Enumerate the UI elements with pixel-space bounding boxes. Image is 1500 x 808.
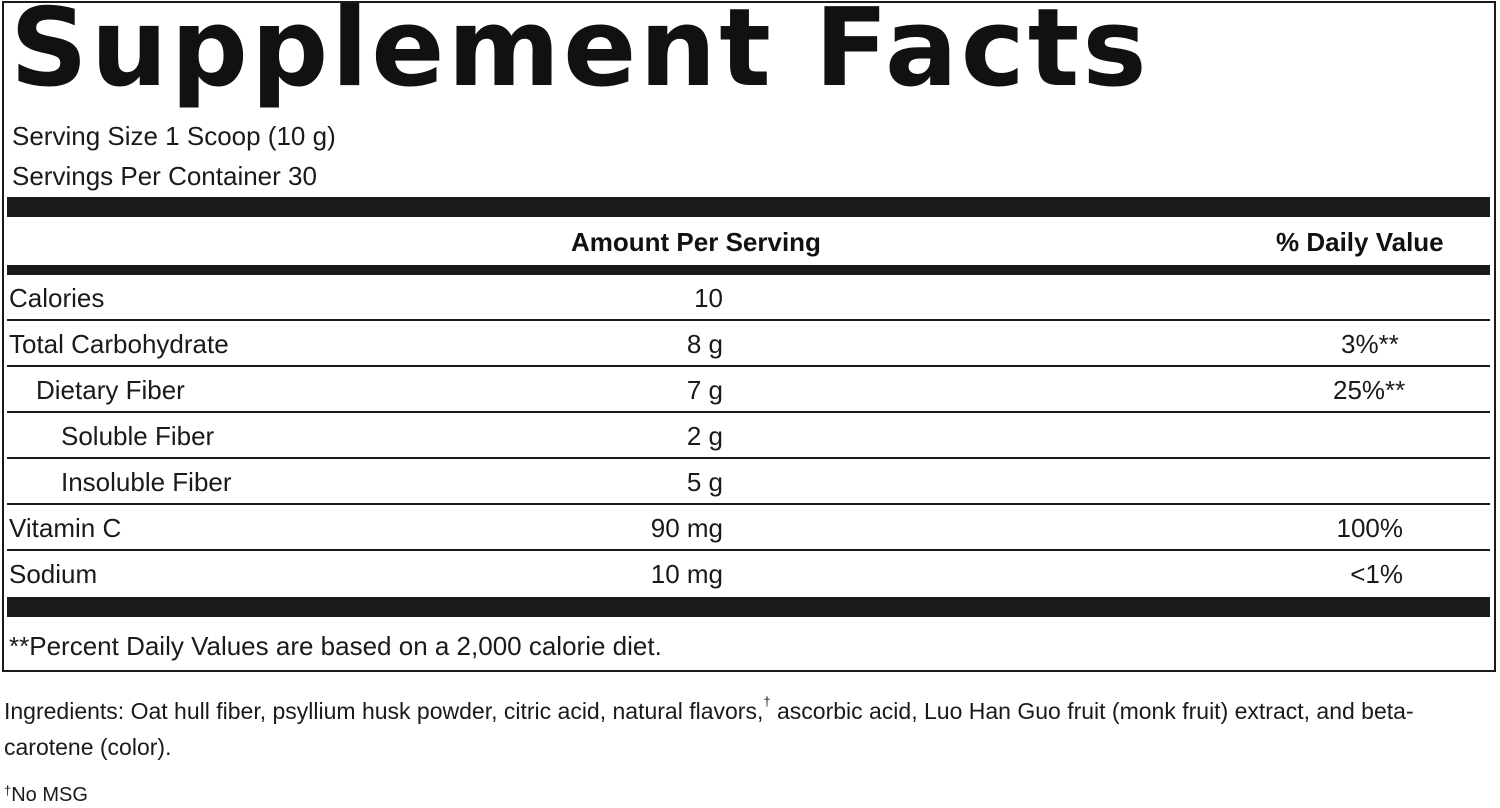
dagger-mark: † [4,783,12,798]
nutrient-amount: 10 [694,283,723,313]
nutrient-name: Vitamin C [9,513,122,543]
panel-title: Supplement Facts [10,0,1150,111]
daily-value-header: % Daily Value [1276,227,1444,257]
nutrient-row-calories [7,275,1490,321]
nutrient-row-sodium [7,551,1490,597]
nutrient-name: Total Carbohydrate [9,329,229,359]
dagger-mark: † [763,694,771,709]
nutrient-row-insoluble-fiber [7,459,1490,505]
no-msg-note [4,782,88,808]
nutrient-daily-value: 100% [1336,513,1403,543]
nutrient-amount: 10 mg [650,559,723,589]
nutrient-amount: 8 g [686,329,723,359]
nutrient-amount: 2 g [686,421,723,451]
nutrient-daily-value: 3%** [1341,329,1399,359]
nutrient-table [7,275,1490,597]
thick-divider-top [7,197,1490,217]
nutrient-row-vitamin-c [7,505,1490,551]
servings-per-container: Servings Per Container 30 [12,161,317,191]
nutrient-row-dietary-fiber [7,367,1490,413]
header-divider [7,265,1490,275]
nutrient-name: Calories [9,283,105,313]
nutrient-name: Sodium [9,559,98,589]
nutrient-row-soluble-fiber [7,413,1490,459]
ingredients-text-part2: ascorbic acid, Luo Han Guo fruit (monk fruit) extract, and beta-carotene (color). [4,698,1414,760]
nutrient-daily-value: 25%** [1333,375,1406,405]
no-msg-text: No MSG [11,784,88,806]
nutrient-amount: 90 mg [650,513,723,543]
nutrient-name: Dietary Fiber [36,375,185,405]
nutrient-amount: 7 g [686,375,723,405]
serving-size: Serving Size 1 Scoop (10 g) [12,121,336,151]
ingredients-text-part1: Ingredients: Oat hull fiber, psyllium husk powder, citric acid, natural flavors, [4,698,764,724]
daily-value-footnote: **Percent Daily Values are based on a 2,000 calorie diet. [9,631,662,661]
nutrient-amount: 5 g [686,467,723,497]
nutrient-daily-value: <1% [1350,559,1403,589]
ingredients-statement [4,693,1498,765]
nutrient-name: Soluble Fiber [61,421,215,451]
nutrient-row-total-carbohydrate [7,321,1490,367]
amount-per-serving-header: Amount Per Serving [571,227,821,257]
thick-divider-bottom [7,597,1490,617]
nutrient-name: Insoluble Fiber [61,467,232,497]
